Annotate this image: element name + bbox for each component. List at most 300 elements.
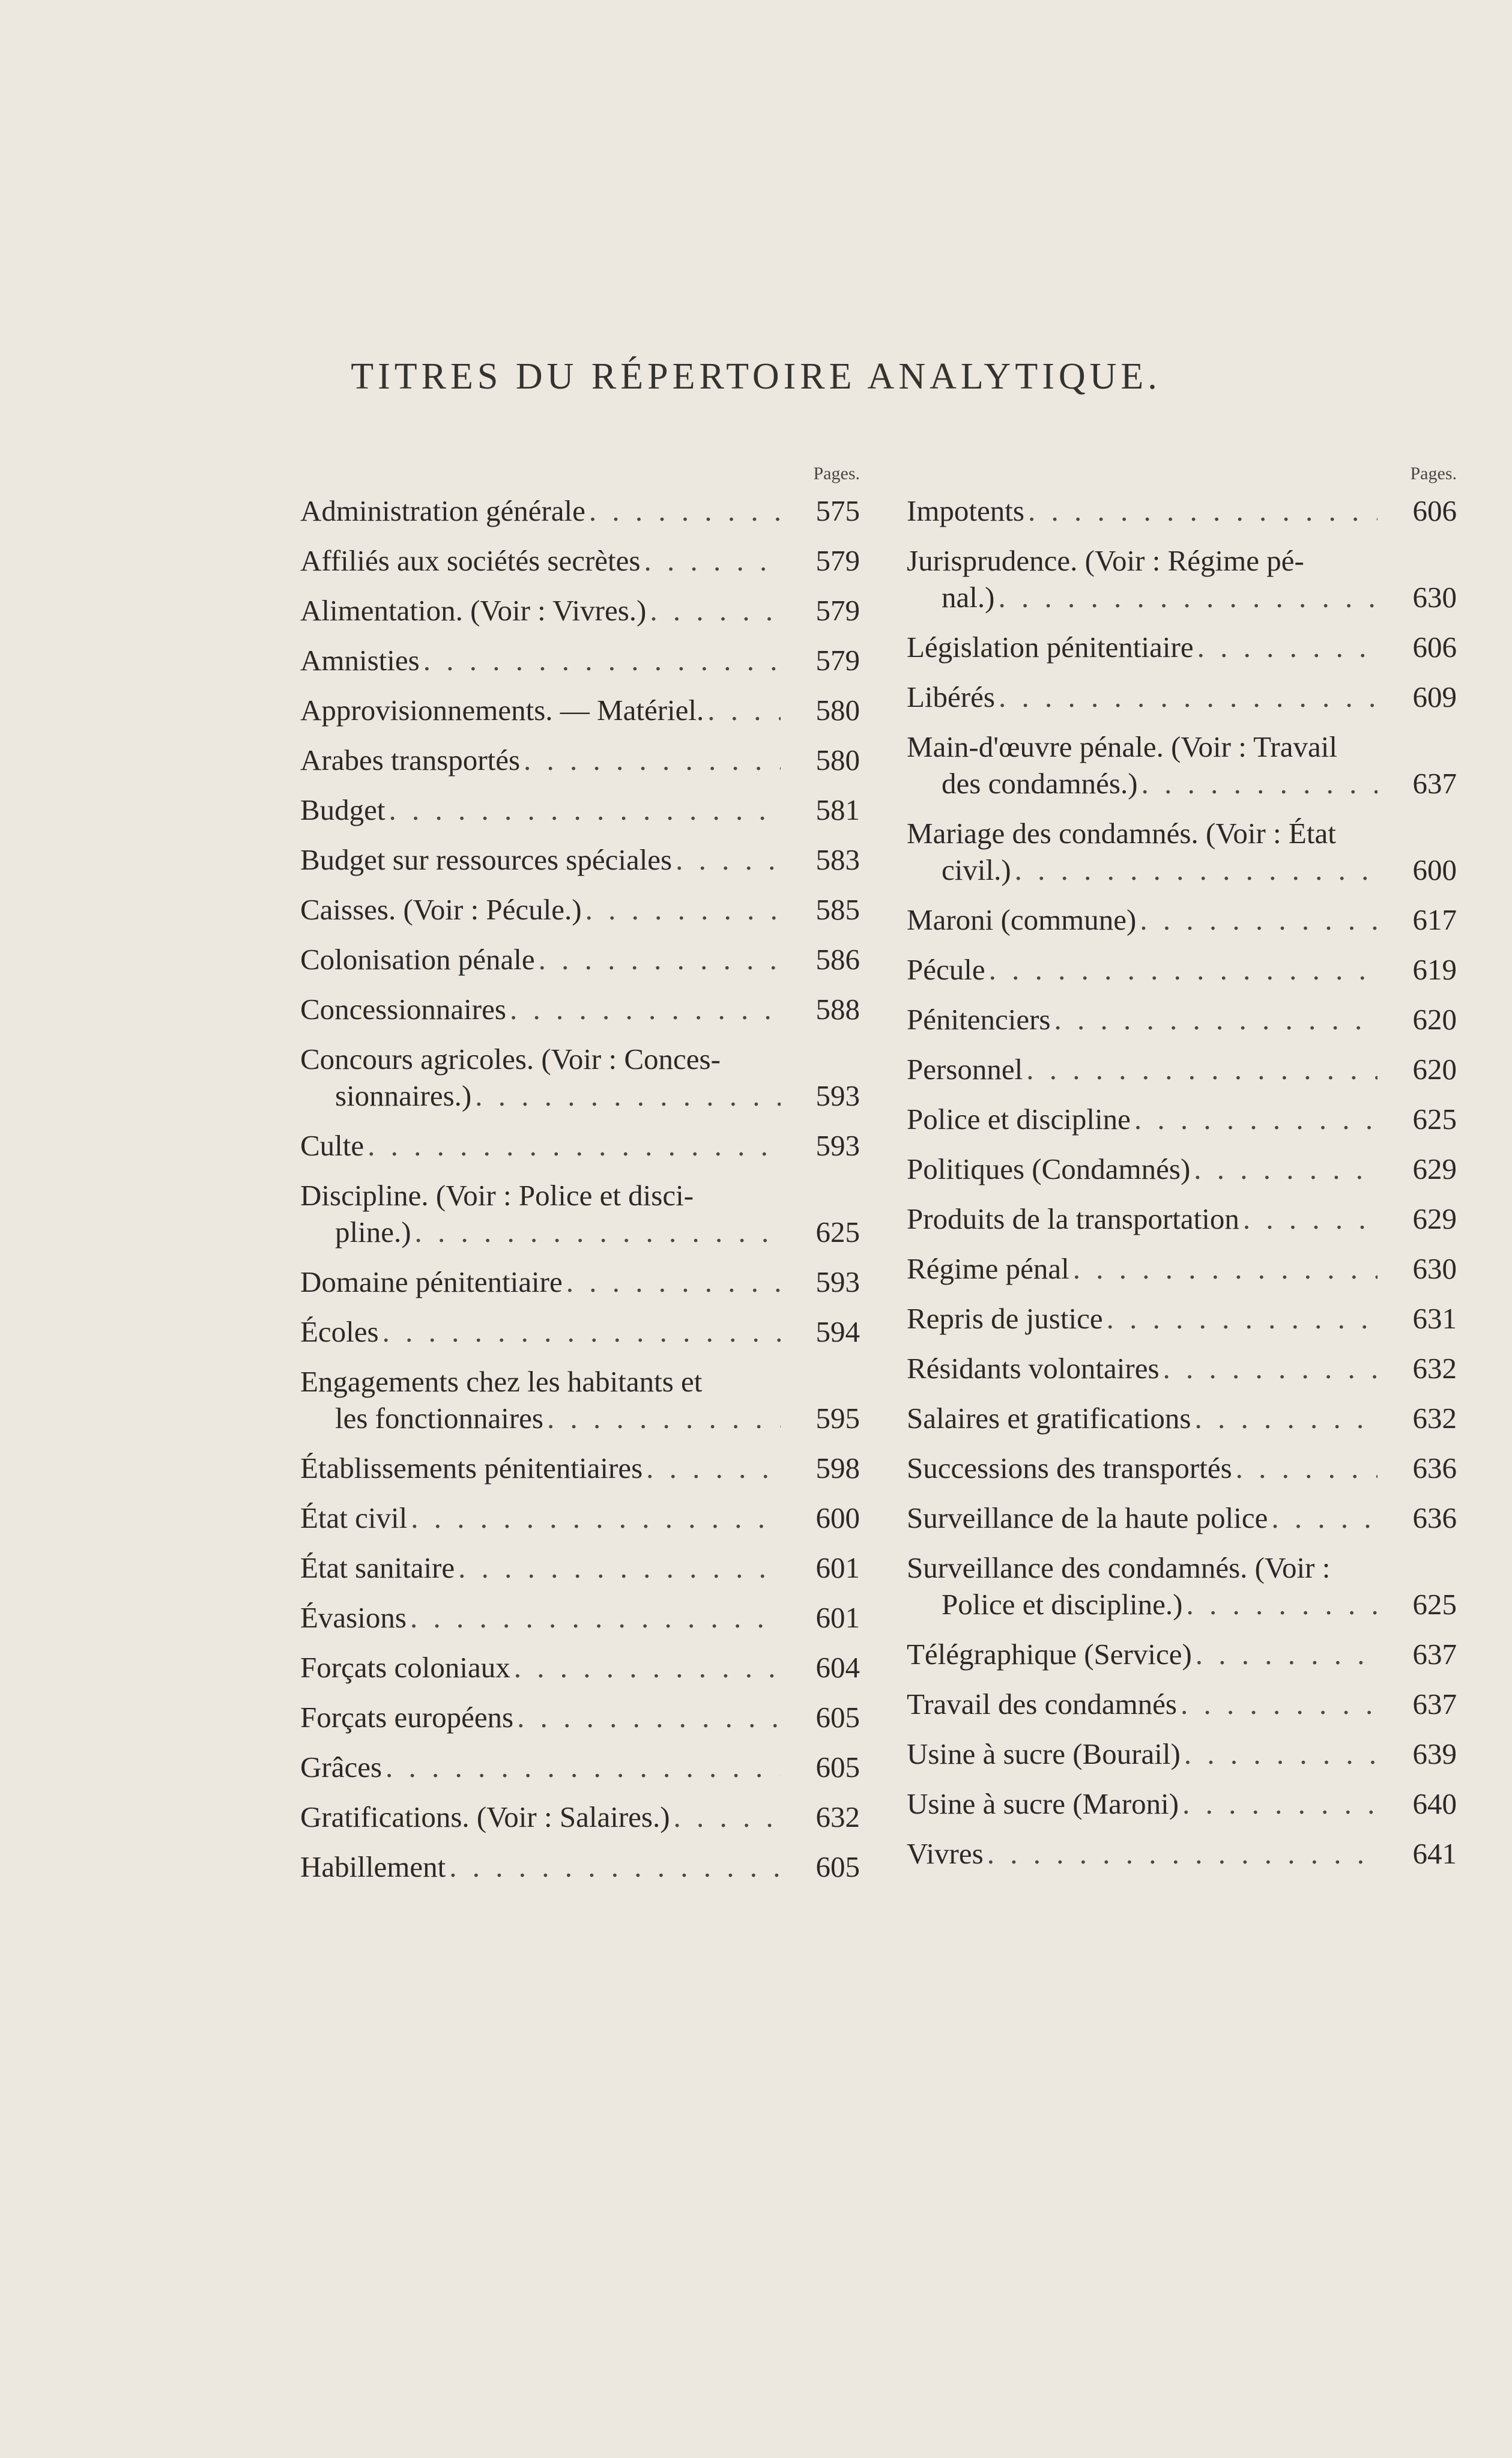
dot-leader [475, 1077, 781, 1114]
entry-title-line [907, 1400, 1377, 1436]
entry-title-line [907, 1101, 1377, 1137]
entry-title-line [300, 542, 781, 579]
entry-title-line [300, 1313, 781, 1350]
entry-title-line [907, 1835, 1377, 1872]
index-entry [300, 1307, 860, 1357]
index-entry [300, 1444, 860, 1494]
pages-column-header: Pages. [1410, 464, 1457, 483]
entry-title [907, 1450, 1377, 1486]
entry-page-number: 605 [815, 1701, 860, 1734]
entry-title [300, 1177, 781, 1250]
index-entry [300, 1693, 860, 1743]
index-entry [907, 995, 1457, 1045]
entry-title [300, 542, 781, 579]
index-entry [300, 1494, 860, 1543]
index-entry [907, 895, 1457, 945]
index-entry [907, 1543, 1457, 1630]
entry-text: Domaine pénitentiaire [300, 1265, 563, 1298]
index-entry [907, 1444, 1457, 1494]
index-entry [907, 623, 1457, 673]
index-entry [300, 1035, 860, 1121]
index-entry [300, 1593, 860, 1643]
dot-leader [386, 1749, 781, 1785]
entry-text: Successions des transportés [907, 1451, 1232, 1485]
dot-leader [510, 991, 781, 1028]
index-entry [300, 1842, 860, 1892]
entry-page-number: 630 [1412, 1252, 1457, 1285]
entry-page-number: 632 [815, 1800, 860, 1833]
index-entry [907, 486, 1457, 536]
entry-page-number: 605 [815, 1850, 860, 1883]
entry-text: Repris de justice [907, 1302, 1103, 1335]
entry-text: Impotents [907, 494, 1024, 527]
entry-title [907, 1785, 1377, 1822]
entry-page-number: 639 [1412, 1737, 1457, 1770]
entry-page-number: 588 [815, 993, 860, 1026]
entry-title-line [300, 1214, 781, 1250]
dot-leader [1197, 629, 1377, 665]
entry-title [907, 1736, 1377, 1772]
entry-text: Forçats européens [300, 1701, 514, 1734]
dot-leader [1271, 1500, 1377, 1536]
entry-title [300, 991, 781, 1028]
entry-title [300, 792, 781, 828]
index-column-right [907, 461, 1457, 1879]
dot-leader [383, 1313, 781, 1350]
dot-leader [411, 1500, 781, 1536]
entry-title-line [907, 679, 1377, 715]
entry-title-line [907, 728, 1377, 765]
index-column-left [300, 461, 860, 1892]
index-entry [300, 935, 860, 985]
entry-text: Administration générale [300, 494, 585, 527]
entry-title [907, 1549, 1377, 1623]
index-entry [907, 1294, 1457, 1344]
entry-page-number: 593 [815, 1265, 860, 1298]
entry-text: Évasions [300, 1601, 407, 1634]
entry-page-number: 598 [815, 1451, 860, 1485]
entry-title [907, 951, 1377, 988]
entry-page-number: 594 [815, 1315, 860, 1348]
entry-page-number: 595 [815, 1402, 860, 1435]
dot-leader [1140, 901, 1377, 938]
index-entry [907, 1145, 1457, 1194]
entry-title [300, 1749, 781, 1785]
entry-page-number: 579 [815, 644, 860, 677]
entry-page-number: 580 [815, 743, 860, 776]
entry-title [907, 728, 1377, 802]
entry-page-number: 583 [815, 843, 860, 876]
entry-title-line [300, 742, 781, 778]
entry-page-number: 579 [815, 544, 860, 577]
entry-text: Salaires et gratifications [907, 1402, 1191, 1435]
dot-leader [989, 951, 1377, 988]
dot-leader [1163, 1350, 1377, 1387]
index-entry [907, 673, 1457, 722]
entry-text: Usine à sucre (Maroni) [907, 1787, 1179, 1820]
entry-text: Grâces [300, 1751, 383, 1784]
entry-page-number: 605 [815, 1751, 860, 1784]
entry-title-line [907, 1151, 1377, 1187]
entry-title-line [300, 1363, 781, 1400]
dot-leader [589, 492, 781, 529]
entry-title [300, 492, 781, 529]
index-entry [907, 1045, 1457, 1095]
entry-title [300, 1450, 781, 1486]
entry-title [300, 1799, 781, 1835]
entry-title-line [907, 1686, 1377, 1722]
entry-page-number: 637 [1412, 767, 1457, 800]
entry-title [907, 1300, 1377, 1337]
entry-page-number: 593 [815, 1079, 860, 1112]
entry-page-number: 636 [1412, 1451, 1457, 1485]
entry-text: Régime pénal [907, 1252, 1069, 1285]
entry-text: Vivres [907, 1837, 984, 1870]
entry-title [300, 1549, 781, 1586]
entry-text: Surveillance de la haute police [907, 1501, 1268, 1534]
entry-title-line [907, 765, 1377, 802]
entry-text: Maroni (commune) [907, 903, 1137, 936]
index-entry [907, 1244, 1457, 1294]
entry-title-line [907, 1051, 1377, 1088]
entry-title-line [907, 492, 1377, 529]
entry-text: Pénitenciers [907, 1003, 1051, 1036]
dot-leader [650, 592, 781, 629]
dot-leader [1142, 765, 1377, 802]
dot-leader [524, 742, 781, 778]
entry-title [907, 1686, 1377, 1722]
entry-text: civil.) [942, 853, 1011, 886]
entry-text: Main-d'œuvre pénale. (Voir : Travail [907, 730, 1337, 763]
entry-title-line [907, 1350, 1377, 1387]
entry-text: Gratifications. (Voir : Salaires.) [300, 1800, 670, 1833]
index-entry [907, 1344, 1457, 1394]
entry-title-line [907, 1300, 1377, 1337]
entry-page-number: 629 [1412, 1202, 1457, 1235]
entry-text: Approvisionnements. — Matériel. [300, 694, 704, 727]
index-entry [300, 1743, 860, 1793]
entry-text: Concours agricoles. (Voir : Conces- [300, 1043, 721, 1076]
entry-title-line [300, 1264, 781, 1300]
dot-leader [514, 1649, 781, 1686]
entry-title-line [907, 1736, 1377, 1772]
entry-text: Police et discipline [907, 1103, 1131, 1136]
entry-title [907, 629, 1377, 665]
index-entry [300, 985, 860, 1035]
entry-title-line [300, 692, 781, 728]
entry-title [907, 1350, 1377, 1387]
entry-text: Culte [300, 1129, 364, 1162]
dot-leader [674, 1799, 781, 1835]
entry-text: Police et discipline.) [942, 1588, 1183, 1621]
entry-title-line [300, 1041, 781, 1077]
entry-text: Libérés [907, 680, 995, 713]
entry-title-line [907, 815, 1377, 852]
entry-title-line [907, 1586, 1377, 1623]
entry-page-number: 604 [815, 1651, 860, 1684]
entry-text: Politiques (Condamnés) [907, 1152, 1191, 1185]
dot-leader [676, 841, 781, 878]
entry-text: Télégraphique (Service) [907, 1638, 1192, 1671]
entry-text: des condamnés.) [942, 767, 1138, 800]
dot-leader [1028, 492, 1377, 529]
index-entry [300, 586, 860, 636]
entry-title-line [907, 852, 1377, 888]
entry-page-number: 625 [1412, 1103, 1457, 1136]
index-entry [300, 1258, 860, 1307]
entry-title [907, 1151, 1377, 1187]
entry-page-number: 586 [815, 943, 860, 976]
dot-leader [389, 792, 781, 828]
entry-title-line [907, 579, 1377, 616]
entry-title [300, 1649, 781, 1686]
entry-text: les fonctionnaires [335, 1402, 543, 1435]
entry-text: État civil [300, 1501, 408, 1534]
entry-page-number: 625 [1412, 1588, 1457, 1621]
index-entry [300, 686, 860, 736]
entry-list [300, 486, 860, 1892]
entry-text: État sanitaire [300, 1551, 455, 1584]
entry-title [300, 1313, 781, 1350]
dot-leader [1243, 1200, 1377, 1237]
entry-text: Caisses. (Voir : Pécule.) [300, 893, 582, 926]
entry-title [907, 1200, 1377, 1237]
entry-page-number: 600 [815, 1501, 860, 1534]
entry-page-number: 601 [815, 1551, 860, 1584]
entry-title-line [907, 1450, 1377, 1486]
entry-page-number: 580 [815, 694, 860, 727]
dot-leader [539, 941, 781, 978]
index-entry [907, 1730, 1457, 1779]
entry-title-line [300, 592, 781, 629]
entry-page-number: 637 [1412, 1638, 1457, 1671]
page-title: TITRES DU RÉPERTOIRE ANALYTIQUE. [351, 356, 1161, 397]
entry-text: Pécule [907, 953, 985, 986]
dot-leader [423, 642, 781, 679]
dot-leader [547, 1400, 781, 1436]
dot-leader [1195, 1400, 1378, 1436]
entry-title [300, 642, 781, 679]
index-entry [907, 809, 1457, 895]
entry-title-line [300, 1848, 781, 1885]
index-entry [300, 536, 860, 586]
entry-text: Personnel [907, 1053, 1023, 1086]
entry-text: Amnisties [300, 644, 420, 677]
dot-leader [1015, 852, 1377, 888]
entry-title-line [907, 1785, 1377, 1822]
entry-text: Travail des condamnés [907, 1688, 1177, 1721]
entry-page-number: 585 [815, 893, 860, 926]
entry-title-line [300, 1749, 781, 1785]
entry-title [907, 679, 1377, 715]
index-entry [907, 1680, 1457, 1730]
dot-leader [1073, 1250, 1377, 1287]
entry-page-number: 640 [1412, 1787, 1457, 1820]
entry-title [907, 1500, 1377, 1536]
entry-title [907, 901, 1377, 938]
entry-page-number: 617 [1412, 903, 1457, 936]
dot-leader [644, 542, 781, 579]
entry-title-line [300, 991, 781, 1028]
dot-leader [707, 692, 781, 728]
entry-page-number: 581 [815, 793, 860, 826]
entry-page-number: 636 [1412, 1501, 1457, 1534]
entry-title-line [907, 1250, 1377, 1287]
entry-page-number: 641 [1412, 1837, 1457, 1870]
entry-text: sionnaires.) [335, 1079, 472, 1112]
entry-page-number: 609 [1412, 680, 1457, 713]
entry-title-line [300, 1799, 781, 1835]
index-entry [907, 1194, 1457, 1244]
dot-leader [999, 679, 1377, 715]
entry-page-number: 575 [815, 494, 860, 527]
entry-title [300, 1500, 781, 1536]
dot-leader [415, 1214, 781, 1250]
entry-title [907, 1001, 1377, 1038]
dot-leader [646, 1450, 781, 1486]
index-entry [300, 1121, 860, 1171]
entry-title-line [300, 1549, 781, 1586]
entry-title-line [300, 792, 781, 828]
entry-title-line [300, 941, 781, 978]
entry-text: Forçats coloniaux [300, 1651, 510, 1684]
entry-page-number: 620 [1412, 1053, 1457, 1086]
entry-title [300, 1699, 781, 1736]
index-entry [300, 1643, 860, 1693]
entry-text: nal.) [942, 581, 995, 614]
index-entry [907, 945, 1457, 995]
index-entry [300, 1171, 860, 1258]
index-entry [300, 1543, 860, 1593]
entry-title [907, 1636, 1377, 1672]
index-entry [907, 1394, 1457, 1444]
entry-title-line [907, 1200, 1377, 1237]
entry-title [300, 1127, 781, 1164]
entry-text: Budget sur ressources spéciales [300, 843, 673, 876]
entry-title [300, 941, 781, 978]
entry-page-number: 620 [1412, 1003, 1457, 1036]
entry-title [300, 1264, 781, 1300]
dot-leader [987, 1835, 1377, 1872]
entry-page-number: 632 [1412, 1402, 1457, 1435]
entry-text: Habillement [300, 1850, 446, 1883]
index-entry [907, 722, 1457, 809]
entry-page-number: 619 [1412, 953, 1457, 986]
entry-text: Affiliés aux sociétés secrètes [300, 544, 641, 577]
dot-leader [1196, 1636, 1377, 1672]
entry-title-line [907, 629, 1377, 665]
dot-leader [1184, 1736, 1377, 1772]
entry-text: Jurisprudence. (Voir : Régime pé- [907, 544, 1304, 577]
entry-title [300, 841, 781, 878]
entry-page-number: 606 [1412, 494, 1457, 527]
entry-page-number: 600 [1412, 853, 1457, 886]
index-entry [907, 1829, 1457, 1879]
entry-text: Surveillance des condamnés. (Voir : [907, 1551, 1331, 1584]
entry-title-line [300, 492, 781, 529]
dot-leader [458, 1549, 781, 1586]
entry-title-line [907, 542, 1377, 579]
entry-page-number: 606 [1412, 631, 1457, 664]
entry-title [907, 1400, 1377, 1436]
entry-page-number: 601 [815, 1601, 860, 1634]
dot-leader [449, 1848, 781, 1885]
entry-title-line [907, 1636, 1377, 1672]
entry-title [300, 1599, 781, 1636]
entry-text: Engagements chez les habitants et [300, 1365, 703, 1398]
entry-title-line [907, 1001, 1377, 1038]
index-entry [300, 835, 860, 885]
entry-title-line [300, 1127, 781, 1164]
dot-leader [1194, 1151, 1377, 1187]
index-entry [907, 536, 1457, 623]
entry-title-line [300, 841, 781, 878]
entry-page-number: 625 [815, 1215, 860, 1249]
index-entry [300, 486, 860, 536]
entry-title [300, 891, 781, 928]
entry-title [300, 1363, 781, 1436]
entry-title-line [300, 1077, 781, 1114]
entry-page-number: 637 [1412, 1688, 1457, 1721]
entry-title [907, 1835, 1377, 1872]
dot-leader [1107, 1300, 1377, 1337]
dot-leader [1236, 1450, 1377, 1486]
dot-leader [1182, 1785, 1377, 1822]
dot-leader [1026, 1051, 1377, 1088]
entry-title-line [907, 951, 1377, 988]
entry-page-number: 629 [1412, 1152, 1457, 1185]
index-entry [300, 736, 860, 786]
entry-list [907, 486, 1457, 1879]
entry-title [300, 692, 781, 728]
entry-title [907, 492, 1377, 529]
index-entry [300, 1357, 860, 1444]
dot-leader [566, 1264, 781, 1300]
entry-text: Colonisation pénale [300, 943, 535, 976]
entry-title-line [300, 1699, 781, 1736]
entry-text: Mariage des condamnés. (Voir : État [907, 817, 1336, 850]
entry-title-line [300, 1450, 781, 1486]
entry-title [907, 1101, 1377, 1137]
dot-leader [517, 1699, 781, 1736]
index-entry [907, 1494, 1457, 1543]
entry-title-line [300, 1500, 781, 1536]
entry-text: Concessionnaires [300, 993, 506, 1026]
entry-title [300, 592, 781, 629]
entry-text: Législation pénitentiaire [907, 631, 1194, 664]
entry-title-line [300, 1599, 781, 1636]
entry-page-number: 630 [1412, 581, 1457, 614]
entry-text: Établissements pénitentiaires [300, 1451, 643, 1485]
dot-leader [1186, 1586, 1377, 1623]
dot-leader [1054, 1001, 1377, 1038]
dot-leader [998, 579, 1377, 616]
entry-text: Usine à sucre (Bourail) [907, 1737, 1181, 1770]
index-entry [300, 1793, 860, 1842]
entry-title-line [300, 1400, 781, 1436]
index-entry [300, 786, 860, 835]
entry-title [907, 1250, 1377, 1287]
pages-column-header: Pages. [813, 464, 860, 483]
entry-title [907, 815, 1377, 888]
entry-page-number: 593 [815, 1129, 860, 1162]
entry-title-line [300, 642, 781, 679]
entry-text: Résidants volontaires [907, 1352, 1160, 1385]
entry-title-line [300, 891, 781, 928]
index-entry [907, 1779, 1457, 1829]
entry-page-number: 579 [815, 594, 860, 627]
dot-leader [367, 1127, 781, 1164]
